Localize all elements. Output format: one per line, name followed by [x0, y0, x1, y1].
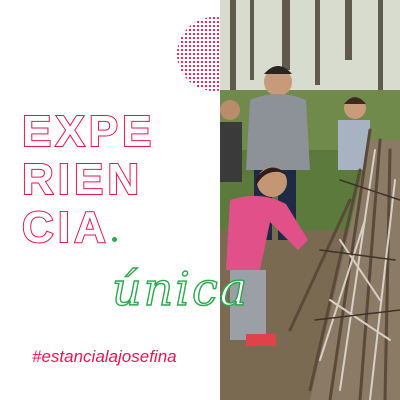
child-left-edge — [220, 100, 242, 182]
headline — [22, 108, 222, 252]
headline-tagline: única — [112, 262, 250, 316]
headline-line-2: RIEN — [22, 155, 144, 204]
photo-illustration — [220, 0, 400, 400]
hashtag-link[interactable]: #estancialajosefina — [32, 347, 177, 366]
event-photo — [220, 0, 400, 400]
green-dot-decoration — [112, 237, 117, 242]
headline-row-3 — [22, 204, 222, 252]
headline-line-1: EXPE — [22, 107, 156, 156]
headline-line-3: CIA — [22, 203, 110, 252]
